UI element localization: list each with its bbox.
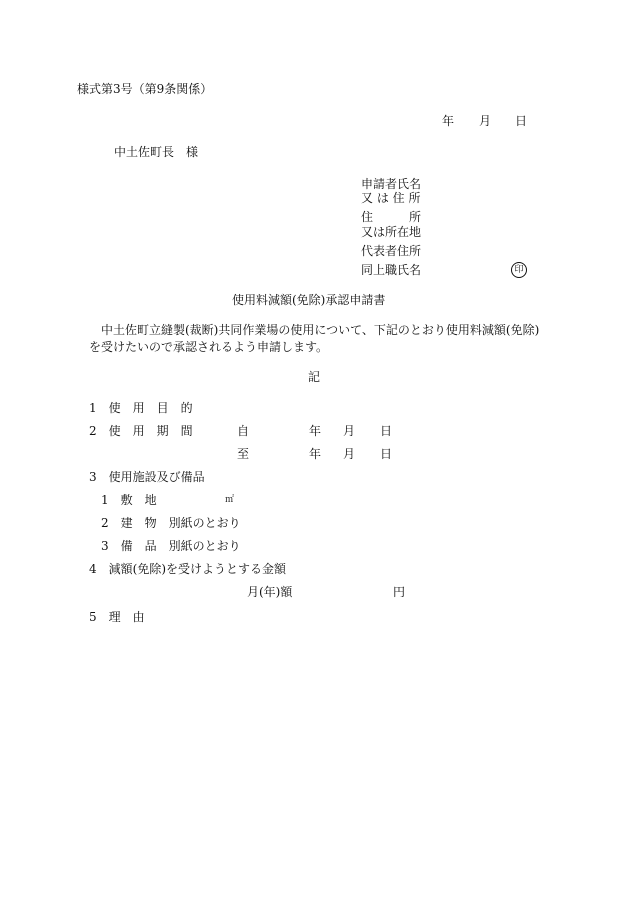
date-month: 月 bbox=[479, 114, 492, 128]
body-line-2: を受けたいので承認されるよう申請します。 bbox=[89, 340, 329, 354]
form-number: 様式第3号（第9条関係） bbox=[77, 82, 213, 96]
item-facilities: 3 使用施設及び備品 bbox=[89, 470, 205, 484]
applicant-name-label: 申請者氏名 bbox=[361, 177, 422, 191]
representative-name-label: 同上職氏名 bbox=[361, 263, 422, 277]
amount-yen: 円 bbox=[393, 585, 406, 599]
applicant-or-address: 又 は 住 所 bbox=[361, 191, 421, 205]
site-unit: ㎡ bbox=[225, 495, 235, 505]
applicant-or-location: 又は所在地 bbox=[361, 225, 422, 239]
body-line-1: 中土佐町立縫製(裁断)共同作業場の使用について、下記のとおり使用料減額(免除) bbox=[101, 323, 540, 337]
period-from-month: 月 bbox=[343, 424, 356, 438]
date-year: 年 bbox=[442, 114, 455, 128]
date-day: 日 bbox=[515, 114, 528, 128]
period-to-month: 月 bbox=[343, 447, 356, 461]
item-purpose: 1 使 用 目 的 bbox=[89, 401, 193, 415]
ki-heading: 記 bbox=[308, 370, 321, 384]
facility-equipment: 3 備 品 別紙のとおり bbox=[101, 539, 241, 553]
representative-address-label: 代表者住所 bbox=[361, 244, 422, 258]
facility-site: 1 敷 地 bbox=[101, 493, 157, 507]
facility-building: 2 建 物 別紙のとおり bbox=[101, 516, 241, 530]
period-to-day: 日 bbox=[380, 447, 393, 461]
period-from-day: 日 bbox=[380, 424, 393, 438]
amount-monthly-label: 月(年)額 bbox=[247, 585, 293, 599]
period-to: 至 bbox=[237, 447, 250, 461]
period-from: 自 bbox=[237, 424, 250, 438]
item-period-label: 2 使 用 期 間 bbox=[89, 424, 193, 438]
addressee: 中土佐町長 様 bbox=[114, 145, 199, 159]
applicant-address-label: 住 所 bbox=[361, 210, 422, 224]
document-title: 使用料減額(免除)承認申請書 bbox=[232, 293, 386, 307]
period-from-year: 年 bbox=[309, 424, 322, 438]
period-to-year: 年 bbox=[309, 447, 322, 461]
item-amount-label: 4 減額(免除)を受けようとする金額 bbox=[89, 562, 286, 576]
item-reason: 5 理 由 bbox=[89, 610, 145, 624]
seal-mark: 印 bbox=[511, 262, 527, 278]
